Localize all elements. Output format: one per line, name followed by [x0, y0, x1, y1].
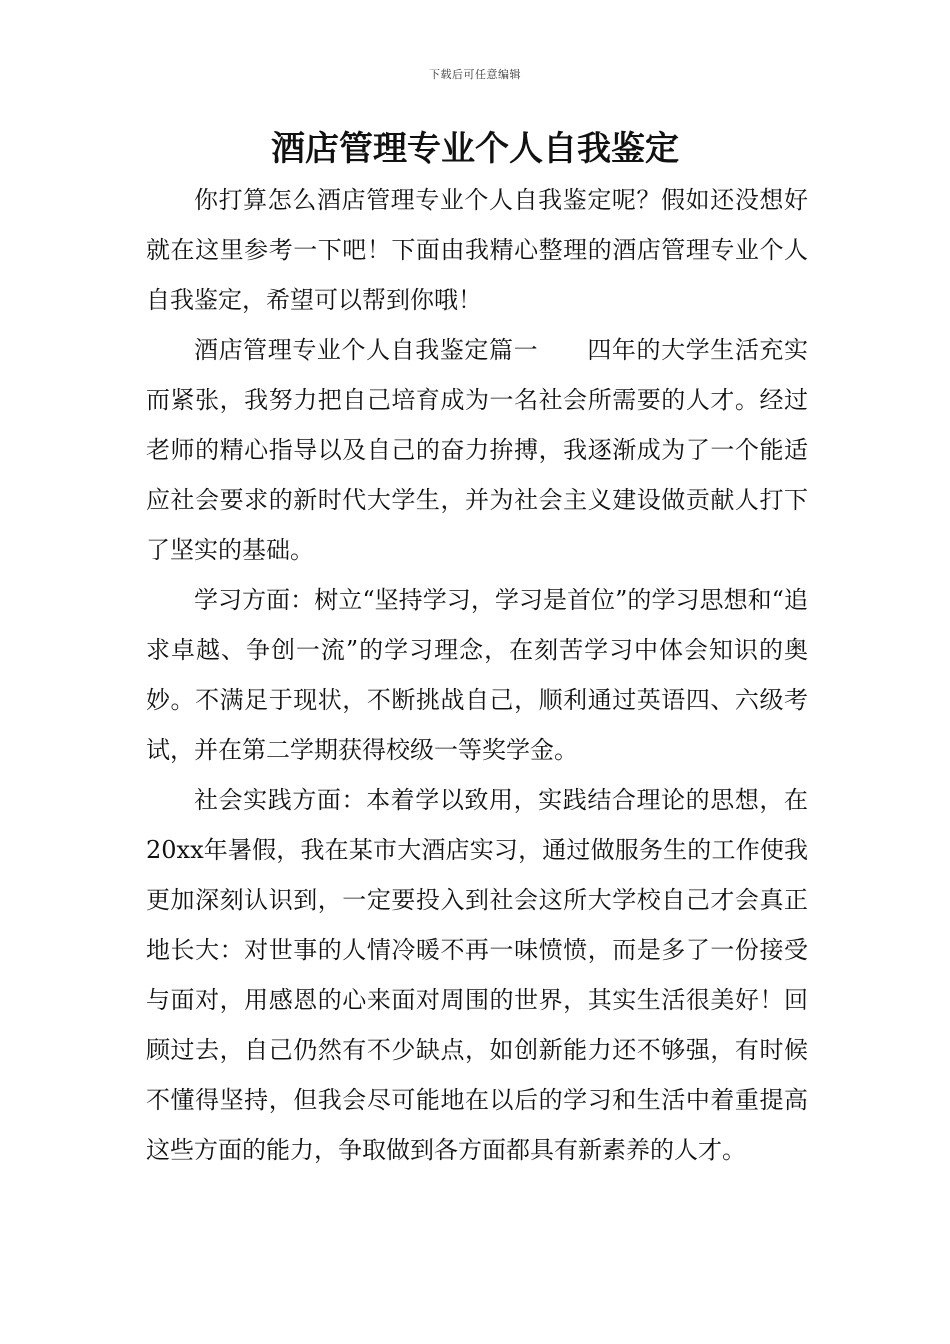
header-note: 下载后可任意编辑 [429, 68, 521, 81]
paragraph-intro: 你打算怎么酒店管理专业个人自我鉴定呢？假如还没想好就在这里参考一下吧！下面由我精心整理的酒店管理专业个人自我鉴定，希望可以帮到你哦！ [146, 186, 808, 314]
paragraph-part-one: 酒店管理专业个人自我鉴定篇一 四年的大学生活充实而紧张，我努力把自己培育成为一名社会所需要的人才。经过老师的精心指导以及自己的奋力拚搏，我逐渐成为了一个能适应社会要求的新时代大学生，并为社会主义建设做贡献人打下了坚实的基础。 [146, 336, 808, 564]
document-body [146, 175, 808, 1175]
page-title: 酒店管理专业个人自我鉴定 [271, 129, 679, 169]
paragraph-practice: 社会实践方面：本着学以致用，实践结合理论的思想，在20xx年暑假，我在某市大酒店实习，通过做服务生的工作使我更加深刻认识到，一定要投入到社会这所大学校自己才会真正地长大：对世事的人情冷暖不再一味愤愤，而是多了一份接受与面对，用感恩的心来面对周围的世界，其实生活很美好！回顾过去，自己仍然有不少缺点，如创新能力还不够强，有时候不懂得坚持，但我会尽可能地在以后的学习和生活中着重提高这些方面的能力，争取做到各方面都具有新素养的人才。 [146, 786, 808, 1164]
paragraph-study: 学习方面：树立“坚持学习，学习是首位”的学习思想和“追求卓越、争创一流”的学习理念，在刻苦学习中体会知识的奥妙。不满足于现状，不断挑战自己，顺利通过英语四、六级考试，并在第二学期获得校级一等奖学金。 [146, 586, 808, 764]
